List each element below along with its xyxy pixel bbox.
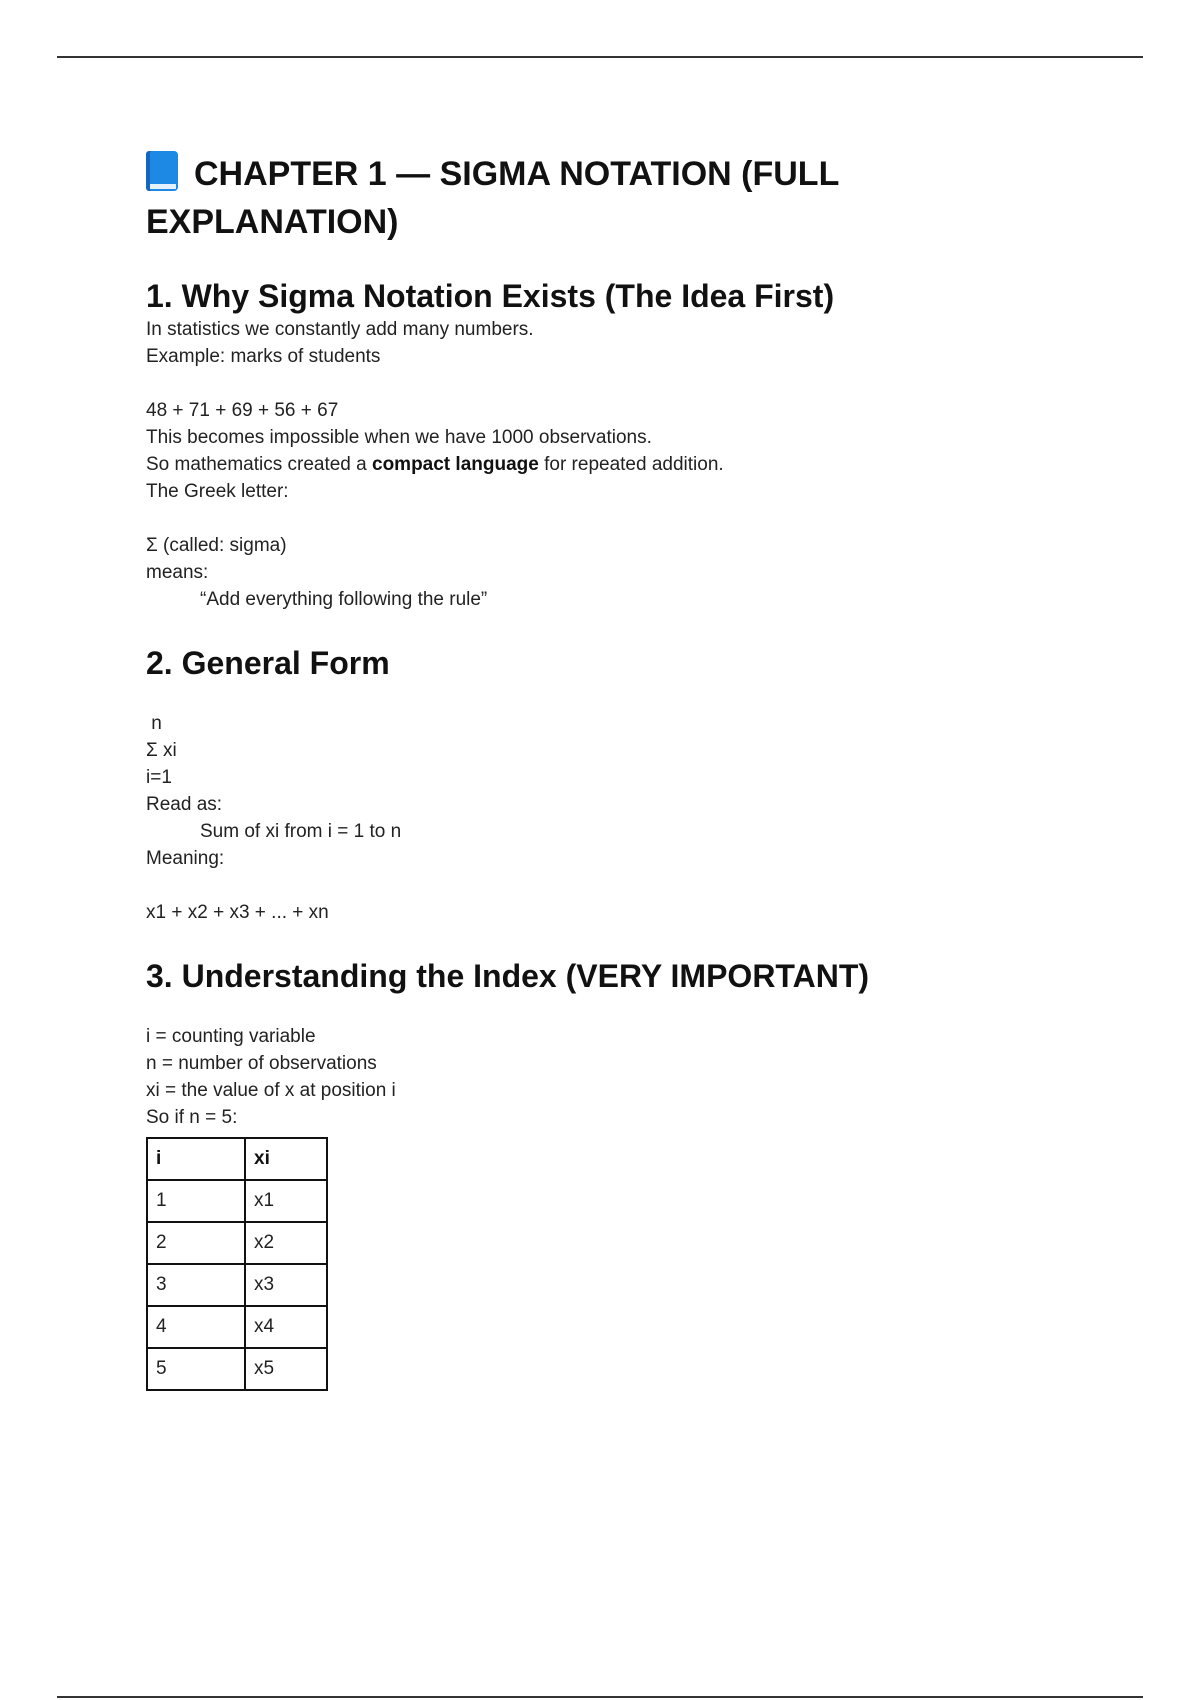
definition-xi: xi = the value of x at position i [146, 1080, 396, 1101]
table-cell: x4 [245, 1306, 327, 1348]
read-as-label: Read as: [146, 794, 223, 815]
definition-n: n = number of observations [146, 1053, 377, 1074]
table-cell: 2 [147, 1222, 245, 1264]
paragraph-text: So mathematics created a compact language for repeated addition. [146, 454, 724, 475]
table-row [147, 1348, 327, 1390]
paragraph-text: In statistics we constantly add many numbers. [146, 319, 534, 340]
table-header-cell: xi [245, 1138, 327, 1180]
table-cell: 5 [147, 1348, 245, 1390]
table-cell: 3 [147, 1264, 245, 1306]
table-cell: 4 [147, 1306, 245, 1348]
table-cell: x1 [245, 1180, 327, 1222]
means-label: means: [146, 562, 209, 583]
sigma-definition: Σ (called: sigma) [146, 535, 287, 556]
book-icon [146, 151, 178, 191]
chapter-title-line1: CHAPTER 1 — SIGMA NOTATION (FULL [194, 155, 840, 193]
table-header-row [147, 1138, 327, 1180]
chapter-title [146, 150, 1096, 246]
table-header-cell: i [147, 1138, 245, 1180]
read-as-value: Sum of xi from i = 1 to n [200, 821, 402, 842]
paragraph-text: The Greek letter: [146, 481, 289, 502]
table-cell: x5 [245, 1348, 327, 1390]
table-row [147, 1306, 327, 1348]
example-sum: 48 + 71 + 69 + 56 + 67 [146, 400, 339, 421]
paragraph-text: Example: marks of students [146, 346, 381, 367]
table-cell: 1 [147, 1180, 245, 1222]
sigma-expression: Σ xi [146, 740, 177, 761]
sigma-upper-limit: n [146, 713, 162, 734]
chapter-title-line2: EXPLANATION) [146, 203, 399, 241]
table-cell: x2 [245, 1222, 327, 1264]
table-row [147, 1180, 327, 1222]
table-row [147, 1222, 327, 1264]
header-rule [57, 56, 1143, 58]
sum-expansion: x1 + x2 + x3 + ... + xn [146, 902, 329, 923]
meaning-label: Meaning: [146, 848, 225, 869]
document-page [146, 150, 1096, 1391]
index-table [146, 1137, 328, 1391]
section-2-heading: 2. General Form [146, 645, 390, 681]
sigma-lower-limit: i=1 [146, 767, 172, 788]
section-3-heading: 3. Understanding the Index (VERY IMPORTANT) [146, 958, 870, 994]
footer-rule [57, 1696, 1143, 1698]
so-if-text: So if n = 5: [146, 1107, 238, 1128]
table-cell: x3 [245, 1264, 327, 1306]
table-row [147, 1264, 327, 1306]
paragraph-text: This becomes impossible when we have 1000 observations. [146, 427, 652, 448]
means-quote: “Add everything following the rule” [200, 589, 488, 610]
definition-i: i = counting variable [146, 1026, 316, 1047]
section-1-heading: 1. Why Sigma Notation Exists (The Idea First) [146, 278, 835, 314]
bold-phrase: compact language [372, 454, 539, 475]
